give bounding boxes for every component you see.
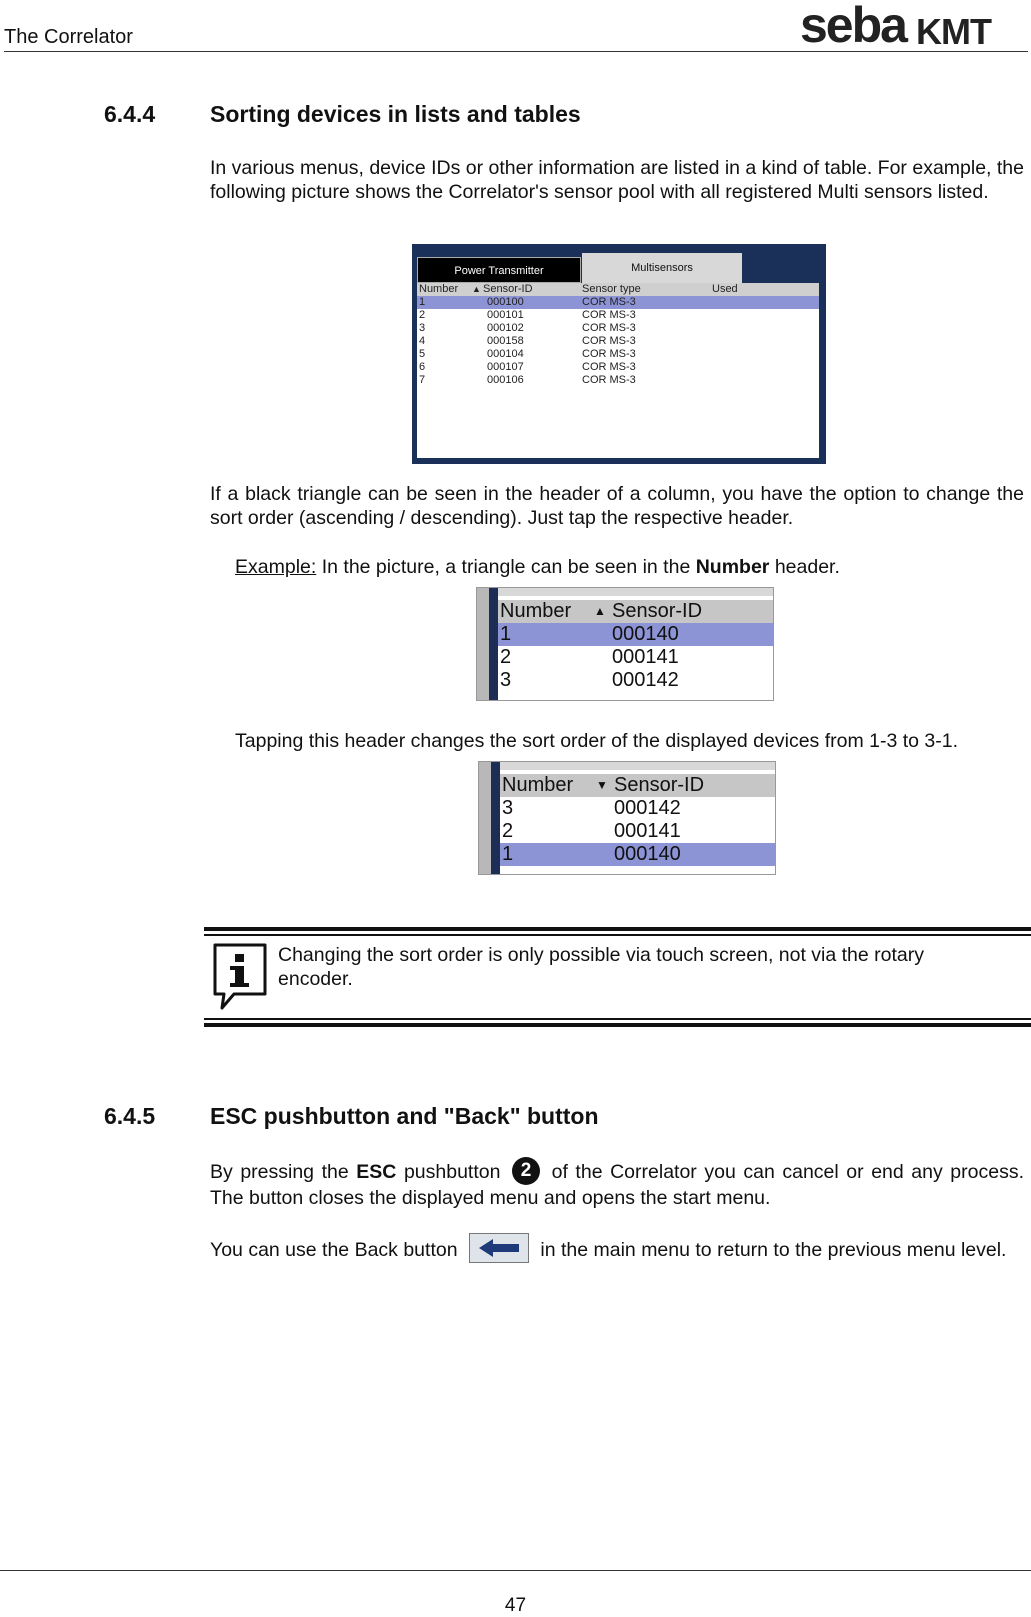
section-number: 6.4.4 <box>104 101 156 127</box>
column-header-number[interactable]: Number <box>500 600 572 622</box>
tab-power-transmitter[interactable]: Power Transmitter <box>417 257 581 283</box>
column-header-used[interactable]: Used <box>712 283 738 295</box>
table-row[interactable]: 5 000104 COR MS-3 <box>419 348 636 360</box>
sensor-pool-screenshot <box>412 244 826 464</box>
table-row[interactable]: 3 000102 COR MS-3 <box>419 322 636 334</box>
table-row[interactable]: 1 000100 COR MS-3 <box>417 296 819 309</box>
table-row[interactable]: 2 000141 <box>500 646 679 668</box>
triangle-paragraph: If a black triangle can be seen in the header of a column, you have the option to change the sort order (ascending / descending). Just tap the respective header. <box>210 483 1024 529</box>
note-rule-top <box>204 927 1031 931</box>
table-row[interactable]: 3 000142 <box>500 669 679 691</box>
example-label: Example: <box>235 556 317 578</box>
sorted-descending-screenshot <box>478 761 776 875</box>
column-header-sensor-type[interactable]: Sensor type <box>582 283 641 295</box>
document-header-title: The Correlator <box>4 26 133 48</box>
table-row[interactable]: 6 000107 COR MS-3 <box>419 361 636 373</box>
sensor-table <box>417 283 819 458</box>
sebakmt-logo <box>800 0 1026 50</box>
table-header-row <box>500 774 776 797</box>
sort-ascending-icon: ▲ <box>594 604 606 618</box>
note-rule-bottom-thin <box>204 1018 1031 1020</box>
header-rule <box>4 51 1028 52</box>
section-title: ESC pushbutton and "Back" button <box>210 1103 599 1129</box>
info-icon <box>212 942 268 1012</box>
table-row[interactable]: 1 000140 <box>500 843 776 866</box>
note-text: Changing the sort order is only possible via touch screen, not via the rotary encoder. <box>278 944 925 990</box>
column-header-sensor-id[interactable]: Sensor-ID <box>614 774 705 796</box>
example-paragraph: Example: In the picture, a triangle can be seen in the Number header. <box>235 556 840 578</box>
footer-rule <box>0 1570 1031 1571</box>
table-header-row <box>498 600 774 623</box>
table-row[interactable]: 1 000140 <box>498 623 774 646</box>
esc-bold: ESC <box>356 1161 397 1183</box>
intro-paragraph: In various menus, device IDs or other information are listed in a kind of table. For example, the following picture shows the Correlator's sensor pool with all registered Multi sensors listed. <box>210 157 1024 203</box>
column-header-sensor-id[interactable]: Sensor-ID <box>483 283 533 295</box>
note-rule-top-thin <box>204 934 1031 936</box>
page-number: 47 <box>504 1595 527 1616</box>
section-number: 6.4.5 <box>104 1103 156 1129</box>
number-bold: Number <box>695 556 770 578</box>
table-row[interactable]: 2 000101 COR MS-3 <box>419 309 636 321</box>
esc-paragraph: By pressing the ESC pushbutton 2 of the Correlator you can cancel or end any process. The button closes the displayed menu and opens the start menu. <box>210 1159 1024 1211</box>
note-rule-bottom <box>204 1023 1031 1027</box>
section-title: Sorting devices in lists and tables <box>210 101 581 127</box>
back-arrow-icon <box>469 1233 529 1263</box>
esc-button-badge-icon: 2 <box>512 1157 540 1185</box>
sort-ascending-icon: ▲ <box>472 284 481 294</box>
table-header-row <box>417 283 819 296</box>
sorted-ascending-screenshot <box>476 587 774 701</box>
sort-descending-icon: ▼ <box>596 778 608 792</box>
table-row[interactable]: 3 000142 <box>502 797 681 819</box>
column-header-sensor-id[interactable]: Sensor-ID <box>612 600 703 622</box>
column-header-number[interactable]: Number <box>502 774 574 796</box>
svg-text:KMT: KMT <box>916 11 991 50</box>
table-row[interactable]: 2 000141 <box>502 820 681 842</box>
svg-text:seba: seba <box>800 0 906 50</box>
table-row[interactable]: 4 000158 COR MS-3 <box>419 335 636 347</box>
table-row[interactable]: 7 000106 COR MS-3 <box>419 374 636 386</box>
tab-multisensors[interactable]: Multisensors <box>582 253 742 283</box>
column-header-number[interactable]: Number <box>419 283 459 295</box>
tapping-paragraph: Tapping this header changes the sort order of the displayed devices from 1-3 to 3-1. <box>235 730 959 752</box>
back-paragraph: You can use the Back button in the main menu to return to the previous menu level. <box>210 1237 1024 1263</box>
